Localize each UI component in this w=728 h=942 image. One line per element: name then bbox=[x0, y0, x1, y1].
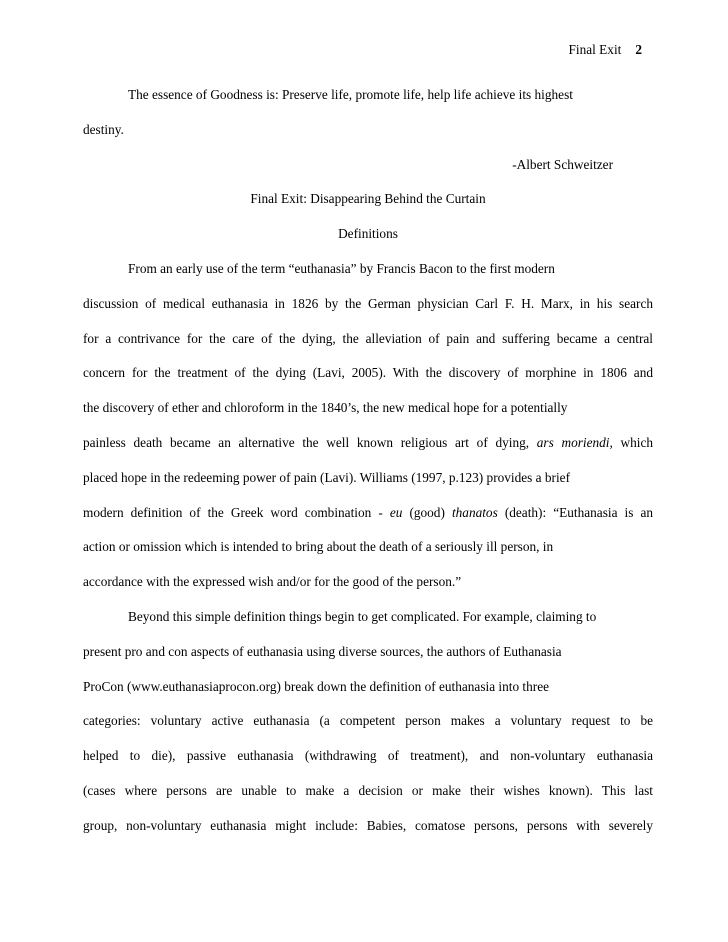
italic-term: ars moriendi, bbox=[536, 434, 613, 450]
epigraph-line: The essence of Goodness is: Preserve life, promote life, help life achieve its highest bbox=[128, 87, 573, 102]
italic-term: eu bbox=[389, 504, 403, 520]
text-line: for a contrivance for the care of the dying, the alleviation of pain and suffering became a central bbox=[83, 330, 653, 346]
section-heading: Definitions bbox=[338, 226, 398, 242]
text-line: group, non-voluntary euthanasia might include: Babies, comatose persons, persons with severely bbox=[83, 817, 653, 833]
text-line: Beyond this simple definition things begin to get complicated. For example, claiming to bbox=[128, 608, 597, 624]
text-line: (cases where persons are unable to make a decision or make their wishes known). This last bbox=[83, 782, 653, 798]
text-line: helped to die), passive euthanasia (withdrawing of treatment), and non-voluntary euthanasia bbox=[83, 748, 653, 764]
text-line: action or omission which is intended to bring about the death of a seriously ill person, in bbox=[83, 539, 554, 555]
paper-title: Final Exit: Disappearing Behind the Curtain bbox=[250, 191, 486, 207]
paragraph bbox=[83, 600, 653, 844]
text-line: present pro and con aspects of euthanasia using diverse sources, the authors of Euthanasia bbox=[83, 643, 562, 659]
text-line bbox=[83, 426, 653, 461]
text-line: ProCon (www.euthanasiaprocon.org) break down the definition of euthanasia into three bbox=[83, 678, 550, 694]
text-line: concern for the treatment of the dying (Lavi, 2005). With the discovery of morphine in 1806 and bbox=[83, 365, 653, 381]
text-run: (death): “Euthanasia is an bbox=[504, 504, 653, 520]
text-run: (good) bbox=[409, 504, 445, 520]
epigraph-attribution: -Albert Schweitzer bbox=[512, 156, 613, 172]
text-line: From an early use of the term “euthanasia” by Francis Bacon to the first modern bbox=[128, 260, 555, 276]
body-text bbox=[83, 78, 653, 844]
italic-term: thanatos bbox=[451, 504, 498, 520]
page-number: 2 bbox=[635, 42, 642, 57]
text-run: which bbox=[620, 434, 653, 450]
text-run: painless death became an alternative the well known religious art of dying, bbox=[83, 434, 530, 450]
text-line: placed hope in the redeeming power of pain (Lavi). Williams (1997, p.123) provides a brief bbox=[83, 469, 570, 485]
paragraph bbox=[83, 252, 653, 600]
text-line: the discovery of ether and chloroform in the 1840’s, the new medical hope for a potentially bbox=[83, 400, 568, 416]
text-line: discussion of medical euthanasia in 1826 by the German physician Carl F. H. Marx, in his search bbox=[83, 295, 653, 311]
running-head bbox=[569, 42, 642, 58]
text-line bbox=[83, 496, 653, 531]
text-line: accordance with the expressed wish and/or for the good of the person.” bbox=[83, 574, 462, 590]
text-run: modern definition of the Greek word combination - bbox=[83, 504, 383, 520]
epigraph-line: destiny. bbox=[83, 121, 124, 137]
running-head-title: Final Exit bbox=[568, 42, 622, 57]
text-line: categories: voluntary active euthanasia (a competent person makes a voluntary request to be bbox=[83, 713, 653, 729]
